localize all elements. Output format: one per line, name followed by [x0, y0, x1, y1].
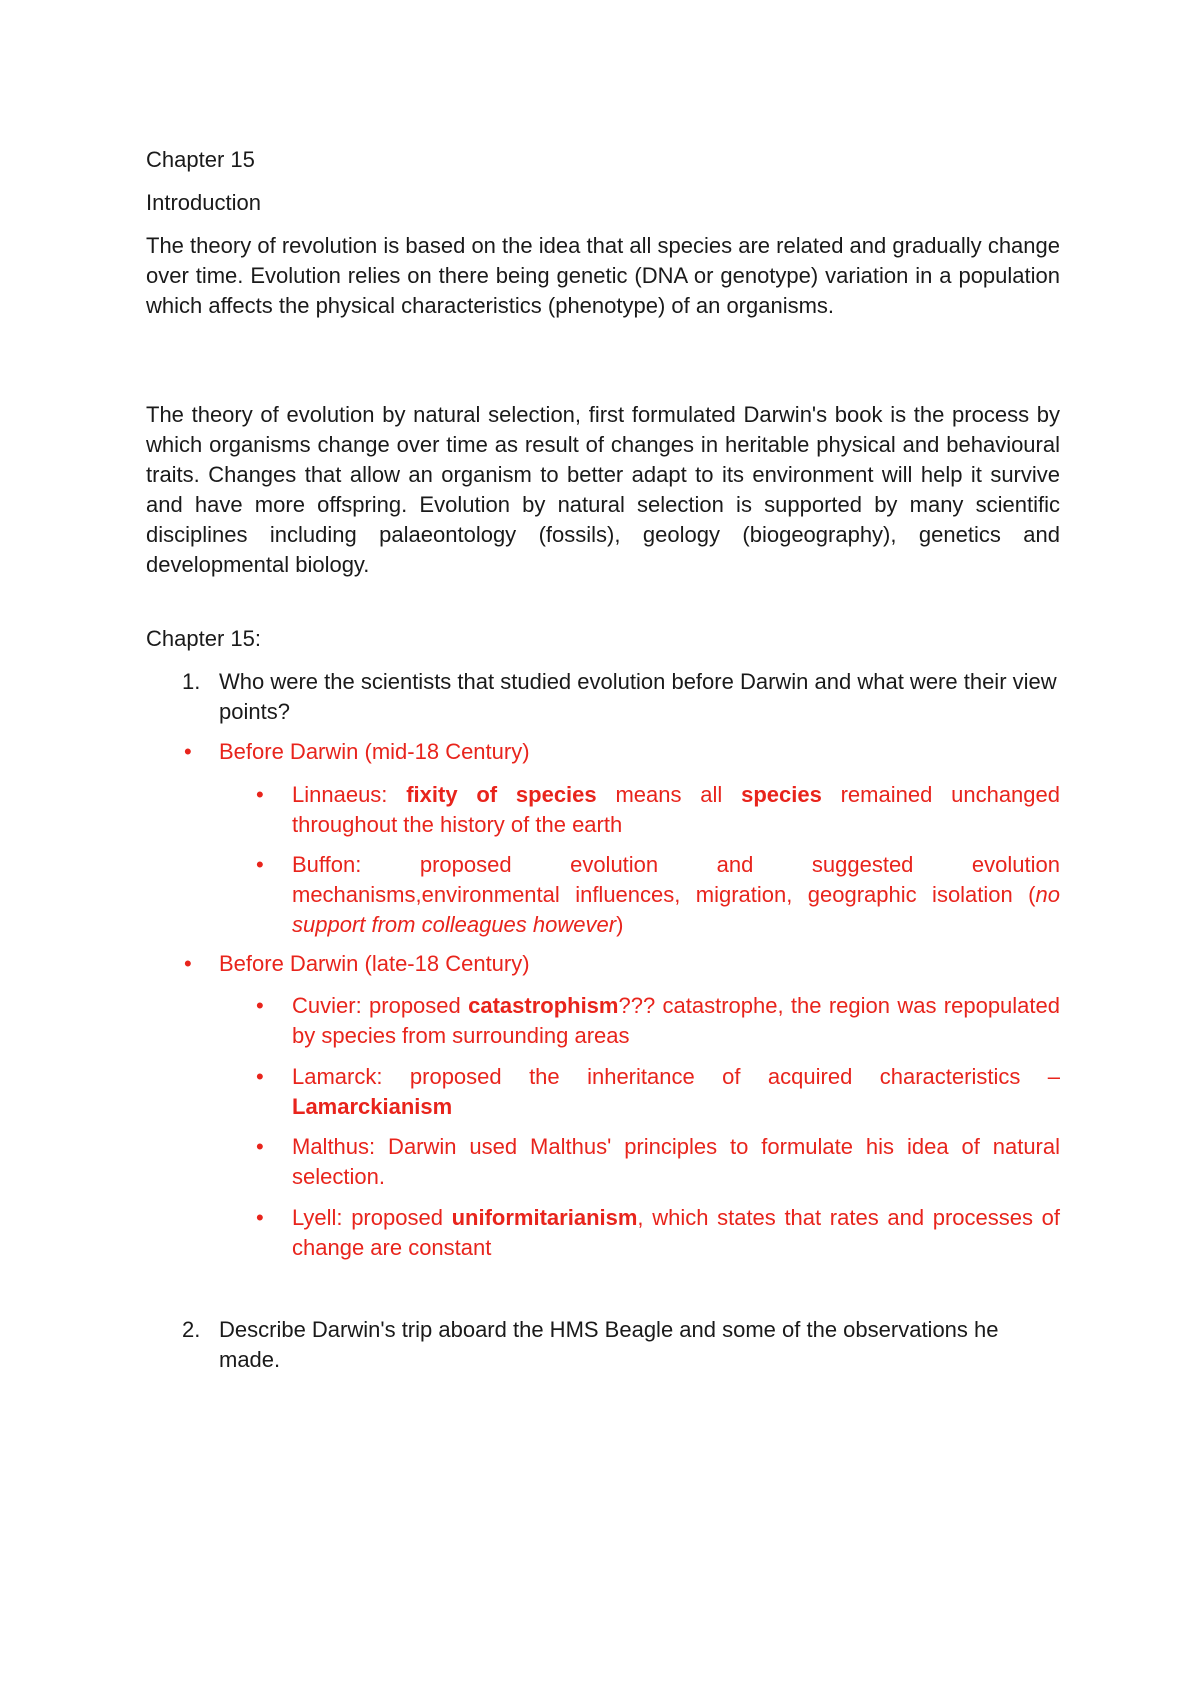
chapter-heading: Chapter 15: [146, 147, 255, 172]
question-text: Describe Darwin's trip aboard the HMS Beagle and some of the observations he made.: [219, 1317, 999, 1372]
bullet-glyph: •: [184, 739, 192, 764]
text-run: ): [616, 912, 624, 937]
sub-bullet-text: [292, 850, 1060, 940]
question-item-2: [146, 1315, 1060, 1375]
sub-bullet-text: [292, 1062, 1060, 1122]
bullet-group-label: Before Darwin (late-18 Century): [219, 951, 530, 976]
text-run: ??? catastrophe, the region was repopulated by species from surrounding areas: [292, 993, 1060, 1048]
bullet-glyph: •: [256, 993, 264, 1018]
question-item-1: [146, 667, 1060, 727]
question-text: Who were the scientists that studied evolution before Darwin and what were their view points?: [219, 669, 1057, 724]
sub-bullet-cuvier: [146, 991, 1060, 1051]
text-run: Buffon: proposed evolution and suggested evolution mechanisms,environmental influences, migration, geographic isolation (: [292, 852, 1060, 907]
bullet-group-late-18-century: [146, 949, 1060, 979]
intro-paragraph: The theory of revolution is based on the idea that all species are related and gradually change over time. Evolution relies on there being genetic (DNA or genotype) variation in a population which affects the physical characteristics (phenotype) of an organisms.: [146, 233, 1060, 318]
bold-term: species: [741, 782, 822, 807]
text-run: Cuvier: proposed: [292, 993, 469, 1018]
section-heading: Chapter 15:: [146, 626, 261, 651]
sub-bullet-buffon: [146, 850, 1060, 940]
natural-selection-paragraph: The theory of evolution by natural selection, first formulated Darwin's book is the process by which organisms change over time as result of changes in heritable physical and behavioural traits. Changes that allow an organism to better adapt to its environment will help it survive and have more offspring. Evolution by natural selection is supported by many scientific disciplines including palaeontology (fossils), geology (biogeography), genetics and developmental biology.: [146, 402, 1060, 577]
text-run: means all: [596, 782, 742, 807]
bold-term: catastrophism: [468, 993, 619, 1018]
italic-note: no support from colleagues however: [292, 882, 1060, 937]
text-run: Malthus: Darwin used Malthus' principles to formulate his idea of natural selection.: [292, 1134, 1060, 1189]
question-number: 2.: [182, 1317, 201, 1342]
bullet-glyph: •: [256, 782, 264, 807]
text-run: Linnaeus:: [292, 782, 407, 807]
bullet-glyph: •: [256, 852, 264, 877]
question-number: 1.: [182, 669, 201, 694]
text-run: Lyell: proposed: [292, 1205, 452, 1230]
sub-bullet-text: [292, 991, 1060, 1051]
bullet-glyph: •: [256, 1205, 264, 1230]
bold-term: Lamarckianism: [292, 1094, 453, 1119]
sub-bullet-text: [292, 1132, 1060, 1192]
sub-bullet-lamarck: [146, 1062, 1060, 1122]
text-run: , which states that rates and processes of change are constant: [292, 1205, 1061, 1260]
text-run: Lamarck: proposed the inheritance of acquired characteristics –: [292, 1064, 1060, 1089]
text-run: remained unchanged throughout the history of the earth: [292, 782, 1060, 837]
bold-term: uniformitarianism: [451, 1205, 638, 1230]
sub-bullet-text: [292, 780, 1060, 840]
bullet-glyph: •: [256, 1064, 264, 1089]
sub-bullet-malthus: [146, 1132, 1060, 1192]
sub-bullet-linnaeus: [146, 780, 1060, 840]
sub-bullet-text: [292, 1203, 1060, 1263]
introduction-heading: Introduction: [146, 190, 261, 215]
bullet-group-mid-18-century: [146, 737, 1060, 767]
bold-term: fixity of species: [406, 782, 597, 807]
bullet-glyph: •: [256, 1134, 264, 1159]
bullet-group-label: Before Darwin (mid-18 Century): [219, 739, 530, 764]
bullet-glyph: •: [184, 951, 192, 976]
sub-bullet-lyell: [146, 1203, 1060, 1263]
